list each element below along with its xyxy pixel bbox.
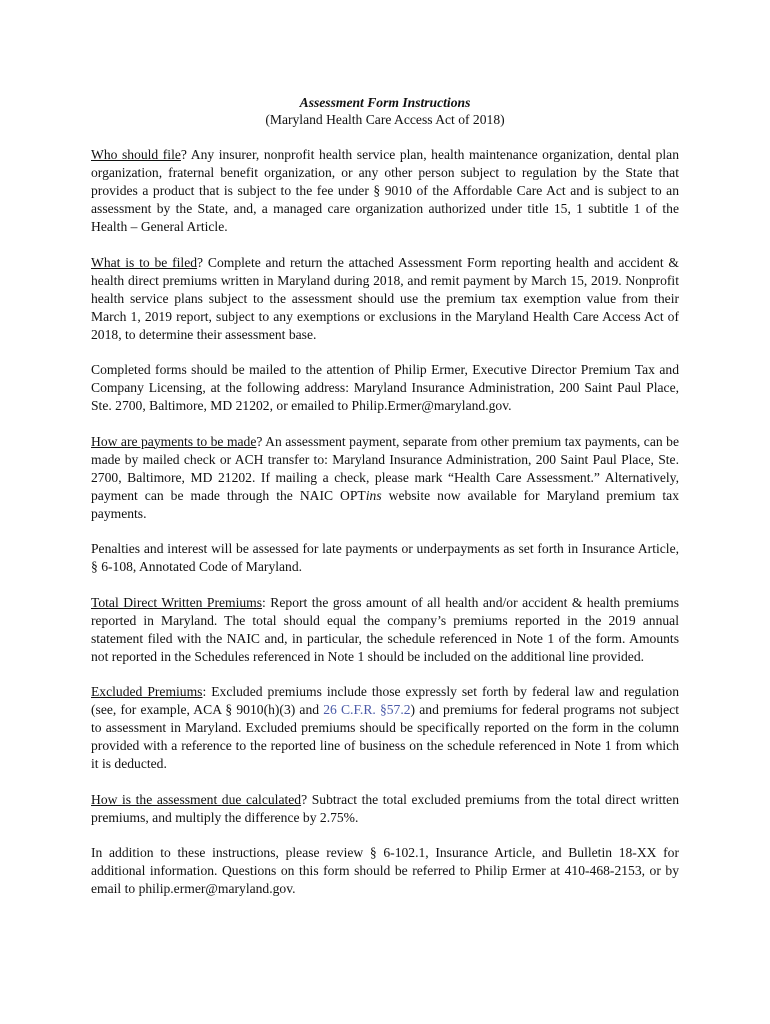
payments-text: An assessment payment, separate from other premium tax payments, can be made by mailed check or ACH transfer to: Maryland Insurance Administration, 200 Saint Paul Place, Ste. 2700, Baltimore, MD 21202. If mailing a check, please mark “Health Care Assessment.” Alternatively, payment can be made through the NAIC OPT (91, 433, 679, 503)
total-premiums-heading: Total Direct Written Premiums (91, 594, 263, 610)
total-premiums-paragraph: Total Direct Written Premiums: Report the gross amount of all health and/or accident & health premiums reported in Maryland. The total should equal the company’s premiums reported in the 2019 annual statement filed with the NAIC and, in particular, the schedule referenced in Note 1 of the form. Amounts not reported in the Schedules referenced in Note 1 should be included on the additional line provided. (91, 594, 680, 664)
excluded-premiums-paragraph: Excluded Premiums: Excluded premiums include those expressly set forth by federal law and regulation (see, for example, ACA § 9010(h)(3) and 26 C.F.R. §57.2) and premiums for federal programs not subject to assessment in Maryland. Excluded premiums should be specifically reported on the form in the column provided with a reference to the reported line of business on the schedule referenced in Note 1 from which it is deducted. (91, 684, 679, 771)
calculation-heading: How is the assessment due calculated (91, 791, 302, 807)
calculation-text: Subtract the total excluded premiums from the total direct written premiums, and multiply the difference by 2.75%. (91, 791, 679, 825)
cfr-citation-link[interactable]: 26 C.F.R. §57.2 (323, 702, 411, 717)
penalties-paragraph: Penalties and interest will be assessed for late payments or underpayments as set forth in Insurance Article, § 6-108, Annotated Code of Maryland. (91, 541, 679, 574)
payments-paragraph: How are payments to be made? An assessment payment, separate from other premium tax payments, can be made by mailed check or ACH transfer to: Maryland Insurance Administration, 200 Saint Paul Place, Ste. 2700, Baltimore, MD 21202. If mailing a check, please mark “Health Care Assessment.” Alternatively, payment can be made through the NAIC OPTins website now available for Maryland premium tax payments. (91, 433, 679, 521)
who-should-file-paragraph: Who should file? Any insurer, nonprofit health service plan, health maintenance organization, dental plan organization, fraternal benefit organization, or any other person subject to regulation by the State that provides a product that is subject to the fee under § 9010 of the Affordable Care Act and is subject to an assessment by the State, and, a managed care organization authorized under title 15, 1 subtitle 1 of the Health – General Article. (91, 147, 680, 234)
mailing-paragraph: Completed forms should be mailed to the attention of Philip Ermer, Executive Director Premium Tax and Company Licensing, at the following address: Maryland Insurance Administration, 200 Saint Paul Place, Ste. 2700, Baltimore, MD 21202, or emailed to Philip.Ermer@maryland.gov. (91, 362, 679, 413)
payments-heading: How are payments to be made (91, 433, 257, 449)
page-subtitle: (Maryland Health Care Access Act of 2018) (265, 112, 505, 127)
excluded-premiums-heading: Excluded Premiums (91, 684, 203, 699)
what-to-file-text: Complete and return the attached Assessment Form reporting health and accident & health direct premiums written in Maryland during 2018, and remit payment by March 15, 2019. Nonprofit health service plans subject to the assessment should use the premium tax exemption value from their March 1, 2019 report, subject to any exemptions or exclusions in the Maryland Health Care Access Act of 2018, to determine their assessment base. (91, 254, 679, 342)
page-title: Assessment Form Instructions (299, 95, 471, 110)
who-should-file-heading: Who should file (91, 147, 181, 162)
calculation-paragraph: How is the assessment due calculated? Subtract the total excluded premiums from the total direct written premiums, and multiply the difference by 2.75%. (91, 791, 679, 825)
what-to-file-paragraph: What is to be filed? Complete and return the attached Assessment Form reporting health and accident & health direct premiums written in Maryland during 2018, and remit payment by March 15, 2019. Nonprofit health service plans subject to the assessment should use the premium tax exemption value from their March 1, 2019 report, subject to any exemptions or exclusions in the Maryland Health Care Access Act of 2018, to determine their assessment base. (91, 254, 679, 342)
total-premiums-text: Report the gross amount of all health and/or accident & health premiums reported in Maryland. The total should equal the company’s premiums reported in the 2019 annual statement filed with the NAIC and, in particular, the schedule referenced in Note 1 of the form. Amounts not reported in the Schedules referenced in Note 1 should be included on the additional line provided. (91, 594, 680, 664)
what-to-file-heading: What is to be filed (91, 254, 198, 270)
who-should-file-text: Any insurer, nonprofit health service plan, health maintenance organization, dental plan organization, fraternal benefit organization, or any other person subject to regulation by the State that provides a product that is subject to the fee under § 9010 of the Affordable Care Act and is subject to an assessment by the State, and, a managed care organization authorized under title 15, 1 subtitle 1 of the Health – General Article. (91, 147, 680, 234)
additional-info-paragraph: In addition to these instructions, please review § 6-102.1, Insurance Article, and Bulletin 18-XX for additional information. Questions on this form should be referred to Philip Ermer at 410-468-2153, or by email to philip.ermer@maryland.gov. (91, 845, 679, 896)
optins-italic: ins (365, 487, 382, 503)
